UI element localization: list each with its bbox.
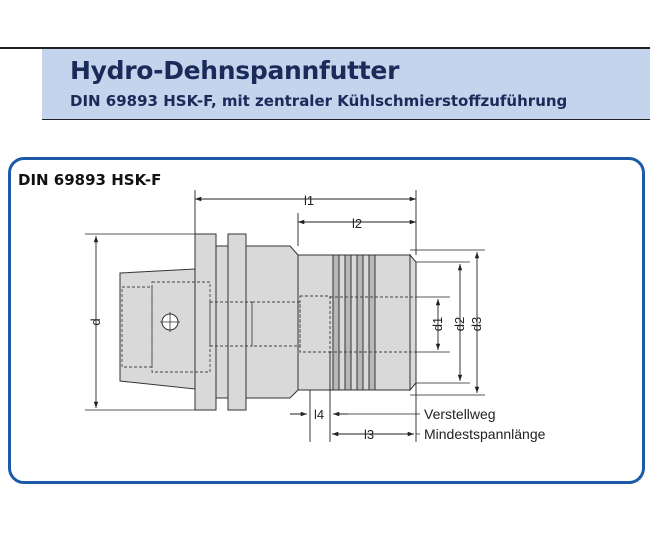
label-d: d xyxy=(88,318,103,326)
flange-groove xyxy=(216,246,228,398)
collar xyxy=(228,234,246,410)
page-subtitle: DIN 69893 HSK-F, mit zentraler Kühlschmierstoffzuführung xyxy=(70,92,568,110)
label-l2: l2 xyxy=(352,216,363,231)
label-verstellweg: Verstellweg xyxy=(424,406,496,422)
page-title: Hydro-Dehnspannfutter xyxy=(70,56,400,85)
label-mindestspannlaenge: Mindestspannlänge xyxy=(424,426,546,442)
label-l3: l3 xyxy=(364,427,375,442)
hsk-shank xyxy=(120,269,195,389)
label-d2: d2 xyxy=(452,316,467,332)
label-d1: d1 xyxy=(430,316,445,332)
clamping-body xyxy=(298,255,410,390)
label-l1: l1 xyxy=(304,193,315,208)
label-l4: l4 xyxy=(314,407,325,422)
label-d3: d3 xyxy=(469,316,484,332)
front-nose xyxy=(410,255,416,390)
panel-title: DIN 69893 HSK-F xyxy=(18,171,162,189)
shoulder xyxy=(246,246,298,398)
flange xyxy=(195,234,216,410)
